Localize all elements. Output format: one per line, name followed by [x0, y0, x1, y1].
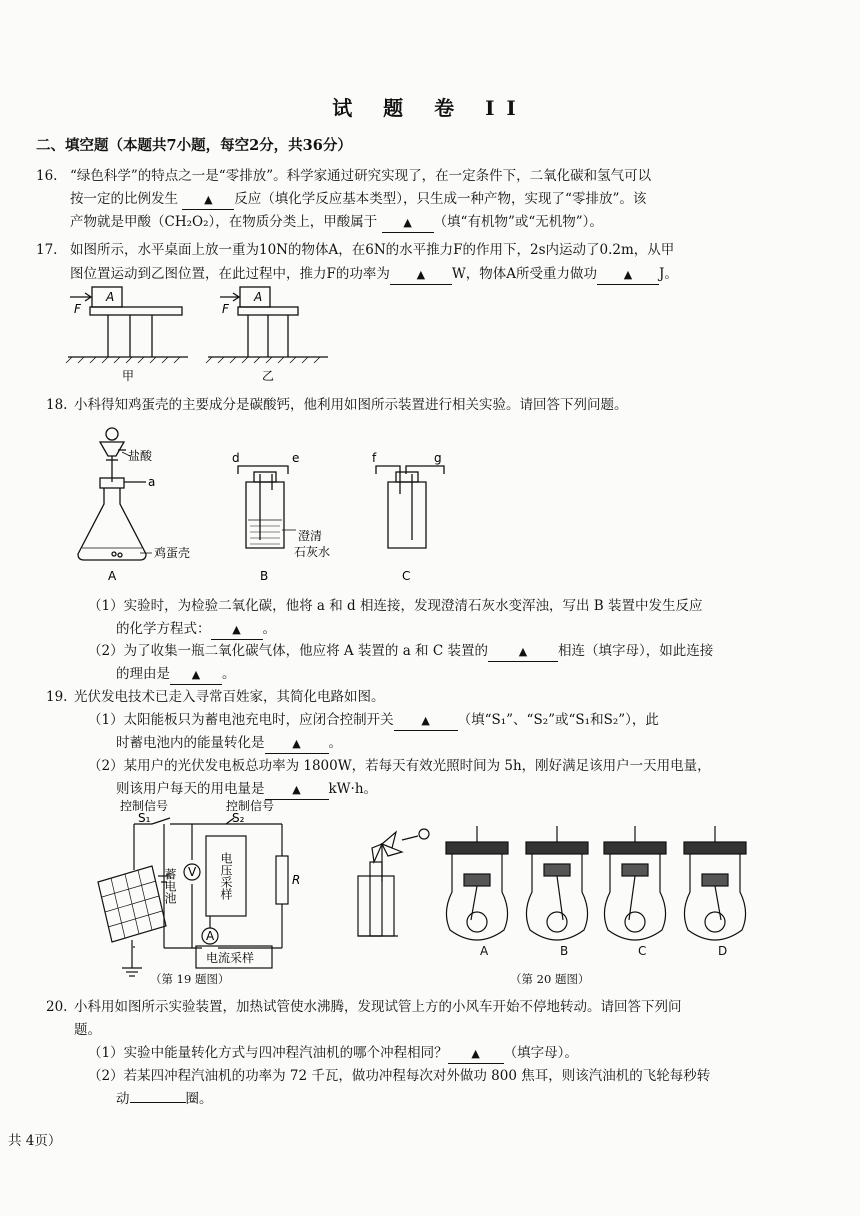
block-a-label: A: [106, 290, 115, 304]
q17-line1: 如图所示，水平桌面上放一重为10N的物体A，在6N的水平推力F的作用下，2s内运动了0.2m，从甲: [70, 242, 675, 258]
page-title: 试 题 卷 II: [332, 96, 528, 120]
engine-cylinder: [684, 852, 745, 940]
engine-c-label: C: [638, 944, 647, 958]
q20-figure-caption: （第 20 题图）: [510, 972, 590, 986]
hcl-label: 盐酸: [128, 449, 153, 463]
voltage-sampling-label: 电压采样: [219, 852, 233, 900]
q18-number: 18.: [46, 397, 68, 413]
port-f-label: f: [372, 451, 377, 465]
port-a-label: a: [148, 475, 156, 489]
answer-blank[interactable]: ▲: [211, 620, 263, 640]
q20-p2-line1: （2）若某四冲程汽油机的功率为 72 千瓦，做功冲程每次对外做功 800 焦耳，则该汽油机的飞轮每秒转: [88, 1068, 711, 1084]
answer-blank[interactable]: ▲: [382, 213, 434, 233]
connecting-rod: [471, 886, 477, 920]
port-g-label: g: [434, 451, 442, 465]
q17-line2: 图位置运动到乙图位置，在此过程中，推力F的功率为 ▲ W，物体A所受重力做功 ▲ J。: [70, 265, 678, 285]
q18-p1-line1: （1）实验时，为检验二氧化碳，他将 a 和 d 相连接，发现澄清石灰水变浑浊，写出 B 装置中发生反应: [88, 598, 703, 614]
piston: [544, 864, 570, 876]
q18-p2-line1: （2）为了收集一瓶二氧化碳气体，他应将 A 装置的 a 和 C 装置的 ▲ 相连（填字母），如此连接: [88, 642, 713, 662]
q17-figure: [60, 283, 340, 387]
answer-blank[interactable]: ▲: [448, 1044, 504, 1064]
q20-line1: 小科用如图所示实验装置，加热试管使水沸腾，发现试管上方的小风车开始不停地转动。请回答下列问: [74, 999, 682, 1015]
apparatus-a-label: A: [108, 569, 117, 583]
q19-number: 19.: [46, 689, 68, 705]
q18-p1-line2: 的化学方程式： ▲ 。: [116, 620, 276, 640]
port-d-label: d: [232, 451, 240, 465]
engine-head: [526, 842, 588, 854]
control-signal-label-2: 控制信号: [226, 799, 275, 813]
engine-a-label: A: [480, 944, 489, 958]
q20-line1b: 题。: [74, 1022, 101, 1038]
q17-number: 17.: [36, 242, 58, 258]
q16-number: 16.: [36, 168, 58, 184]
force-f-label: F: [74, 302, 81, 316]
q20-p1: （1）实验中能量转化方式与四冲程汽油机的哪个冲程相同？ ▲ （填字母）。: [88, 1044, 578, 1064]
engine-d-label: D: [718, 944, 728, 958]
q19-circuit-figure: [86, 796, 308, 990]
page-footer: 共 4页）: [8, 1133, 62, 1149]
q18-line1: 小科得知鸡蛋壳的主要成分是碳酸钙，他利用如图所示装置进行相关实验。请回答下列问题。: [74, 397, 628, 413]
ammeter-symbol: A: [206, 929, 215, 943]
eggshell-label: 鸡蛋壳: [154, 546, 191, 560]
port-e-label: e: [292, 451, 300, 465]
crankshaft: [705, 912, 725, 932]
apparatus-b-label: B: [260, 569, 269, 583]
piston: [622, 864, 648, 876]
force-f-label-2: F: [222, 302, 229, 316]
switch-s1-label: S₁: [138, 811, 151, 825]
yi-label: 乙: [262, 369, 275, 383]
engine-head: [446, 842, 508, 854]
q19-p1-line1: （1）太阳能板只为蓄电池充电时，应闭合控制开关 ▲ （填“S₁”、“S₂”或“S₁和S₂”），此: [88, 711, 659, 731]
q19-figure-caption: （第 19 题图）: [150, 972, 230, 986]
q18-p2-line2: 的理由是 ▲ 。: [116, 665, 236, 685]
q16-line2: 按一定的比例发生 ▲ 反应（填化学反应基本类型），只生成一种产物，实现了“零排放”。该: [70, 190, 646, 210]
answer-blank[interactable]: ▲: [597, 265, 659, 285]
q19-p1-line2: 时蓄电池内的能量转化是 ▲ 。: [116, 734, 342, 754]
answer-blank[interactable]: ▲: [265, 734, 329, 754]
q20-number: 20.: [46, 999, 68, 1015]
voltmeter-symbol: V: [188, 865, 197, 879]
block-a-label-2: A: [254, 290, 263, 304]
q20-p2-line2: 动 圈。: [116, 1091, 213, 1107]
limewater-label-1: 澄清: [298, 529, 323, 543]
battery-label: 蓄电池: [163, 868, 177, 904]
q19-p2-line2: 则该用户每天的用电量是 ▲ kW·h。: [116, 780, 377, 800]
q16-line3: 产物就是甲酸（CH₂O₂），在物质分类上，甲酸属于 ▲ （填“有机物”或“无机物”）。: [70, 213, 603, 233]
q18-apparatus-figure: [66, 420, 486, 586]
resistor-r-label: R: [292, 873, 301, 887]
crankshaft: [467, 912, 487, 932]
answer-blank[interactable]: [130, 1102, 186, 1103]
q20-engine-figure: [352, 822, 782, 962]
crankshaft: [547, 912, 567, 932]
answer-blank[interactable]: ▲: [170, 665, 222, 685]
apparatus-c-label: C: [402, 569, 411, 583]
jia-label: 甲: [122, 369, 135, 383]
section-heading: 二、填空题（本题共7小题，每空2分，共36分）: [36, 137, 352, 154]
answer-blank[interactable]: ▲: [182, 190, 234, 210]
connecting-rod: [715, 886, 721, 920]
engine-head: [604, 842, 666, 854]
answer-blank[interactable]: ▲: [394, 711, 458, 731]
engine-b-label: B: [560, 944, 569, 958]
q19-p2-line1: （2）某用户的光伏发电板总功率为 1800W，若每天有效光照时间为 5h，刚好满足该用户一天用电量，: [88, 758, 711, 774]
control-signal-label-1: 控制信号: [120, 799, 169, 813]
current-sampling-label: 电流采样: [206, 951, 255, 965]
answer-blank[interactable]: ▲: [265, 780, 329, 800]
piston: [702, 874, 728, 886]
q16-line1: “绿色科学”的特点之一是“零排放”。科学家通过研究实现了，在一定条件下，二氧化碳和氢气可以: [70, 168, 652, 184]
crankshaft: [625, 912, 645, 932]
answer-blank[interactable]: ▲: [390, 265, 452, 285]
limewater-label-2: 石灰水: [294, 545, 331, 559]
piston: [464, 874, 490, 886]
engine-head: [684, 842, 746, 854]
answer-blank[interactable]: ▲: [488, 642, 558, 662]
q19-line1: 光伏发电技术已走入寻常百姓家，其简化电路如图。: [74, 689, 385, 705]
engine-cylinder: [446, 852, 507, 940]
switch-s2-label: S₂: [232, 811, 245, 825]
